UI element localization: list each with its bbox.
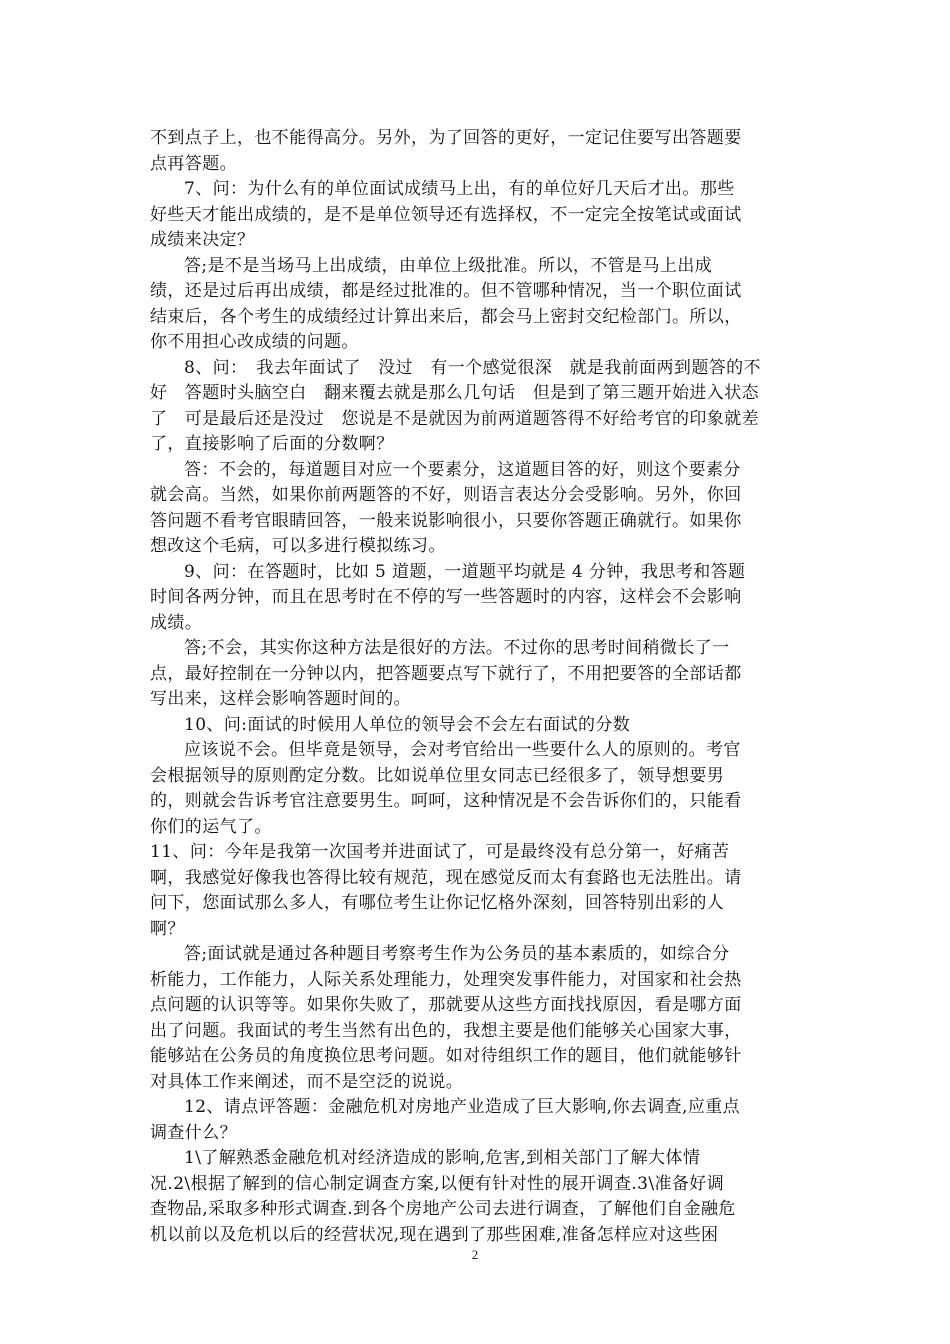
text-line: 成绩。 <box>150 612 203 633</box>
text-line: 点问题的认识等等。如果你失败了，那就要从这些方面找找原因，看是哪方面 <box>150 995 742 1015</box>
text-line: 7、问：为什么有的单位面试成绩马上出，有的单位好几天后才出。那些 <box>184 179 735 199</box>
text-line: 机以前以及危机以后的经营状况,现在遇到了那些困难,准备怎样应对这些困 <box>150 1224 719 1245</box>
text-line: 12、请点评答题：金融危机对房地产业造成了巨大影响,你去调查,应重点 <box>184 1097 741 1117</box>
text-line: 答;不会，其实你这种方法是很好的方法。不过你的思考时间稍微长了一 <box>184 638 730 658</box>
text-line: 会根据领导的原则酌定分数。比如说单位里女同志已经很多了，领导想要男 <box>150 765 725 786</box>
text-line: 答：不会的，每道题目对应一个要素分，这道题目答的好，则这个要素分 <box>184 459 741 480</box>
text-line: 成绩来决定？ <box>150 230 255 250</box>
text-line: 你不用担心改成绩的问题。 <box>150 332 359 352</box>
text-line: 好些天才能出成绩的，是不是单位领导还有选择权，不一定完全按笔试或面试 <box>150 204 742 225</box>
text-line: 出了问题。我面试的考生当然有出色的，我想主要是他们能够关心国家大事， <box>150 1020 742 1041</box>
text-line: 的，则就会告诉考官注意要男生。呵呵，这种情况是不会告诉你们的，只能看 <box>150 791 742 811</box>
text-line: 点，最好控制在一分钟以内，把答题要点写下就行了，不用把要答的全部话都 <box>150 663 742 684</box>
text-line: 好 答题时头脑空白 翻来覆去就是那么几句话 但是到了第三题开始进入状态 <box>150 383 759 403</box>
text-line: 1\了解熟悉金融危机对经济造成的影响,危害,到相关部门了解大体情 <box>184 1148 701 1168</box>
text-line: 结束后，各个考生的成绩经过计算出来后，都会马上密封交纪检部门。所以， <box>150 306 742 327</box>
text-line: 10、问:面试的时候用人单位的领导会不会左右面试的分数 <box>184 714 631 735</box>
text-line: 8、问： 我去年面试了 没过 有一个感觉很深 就是我前面两到题答的不 <box>184 357 761 378</box>
text-line: 对具体工作来阐述，而不是空泛的说说。 <box>150 1071 464 1092</box>
text-line: 时间各两分钟，而且在思考时在不停的写一些答题时的内容，这样会不会影响 <box>150 587 742 607</box>
text-line: 查物品,采取多种形式调查.到各个房地产公司去进行调查，了解他们自金融危 <box>150 1199 736 1219</box>
text-line: 答问题不看考官眼睛回答，一般来说影响很小，只要你答题正确就行。如果你 <box>150 510 742 531</box>
text-line: 了 可是最后还是没过 您说是不是就因为前两道题答得不好给考官的印象就差 <box>150 408 759 429</box>
text-line: 点再答题。 <box>150 153 237 174</box>
text-line: 问下，您面试那么多人，有哪位考生让你记忆格外深刻，回答特别出彩的人 <box>150 893 725 913</box>
document-body <box>150 126 806 1248</box>
text-line: 况.2\根据了解到的信心制定调查方案,以便有针对性的展开调查.3\准备好调 <box>150 1173 725 1194</box>
text-line: 答;面试就是通过各种题目考察考生作为公务员的基本素质的，如综合分 <box>184 944 730 964</box>
text-line: 就会高。当然，如果你前两题答的不好，则语言表达分会受影响。另外，你回 <box>150 485 742 505</box>
text-line: 答;是不是当场马上出成绩，由单位上级批准。所以，不管是马上出成 <box>184 255 713 276</box>
text-line: 啊？ <box>150 918 185 939</box>
text-line: 想改这个毛病，可以多进行模拟练习。 <box>150 536 446 556</box>
text-line: 9、问：在答题时，比如 5 道题，一道题平均就是 4 分钟，我思考和答题 <box>184 561 746 582</box>
text-line: 了，直接影响了后面的分数啊？ <box>150 434 394 454</box>
page-number: 2 <box>471 1247 479 1262</box>
text-line: 11、问：今年是我第一次国考并进面试了，可是最终没有总分第一，好痛苦 <box>150 842 730 862</box>
text-line: 应该说不会。但毕竟是领导，会对考官给出一些要什么人的原则的。考官 <box>184 740 741 760</box>
text-line: 不到点子上，也不能得高分。另外，为了回答的更好，一定记住要写出答题要 <box>150 128 742 148</box>
text-line: 绩，还是过后再出成绩，都是经过批准的。但不管哪种情况，当一个职位面试 <box>150 281 742 301</box>
text-line: 能够站在公务员的角度换位思考问题。如对待组织工作的题目，他们就能够针 <box>150 1046 742 1066</box>
text-line: 你们的运气了。 <box>150 816 272 837</box>
text-line: 调查什么？ <box>150 1122 237 1143</box>
text-line: 啊，我感觉好像我也答得比较有规范，现在感觉反而太有套路也无法胜出。请 <box>150 867 742 888</box>
text-line: 写出来，这样会影响答题时间的。 <box>150 689 411 709</box>
text-line: 析能力，工作能力，人际关系处理能力，处理突发事件能力，对国家和社会热 <box>150 969 742 990</box>
